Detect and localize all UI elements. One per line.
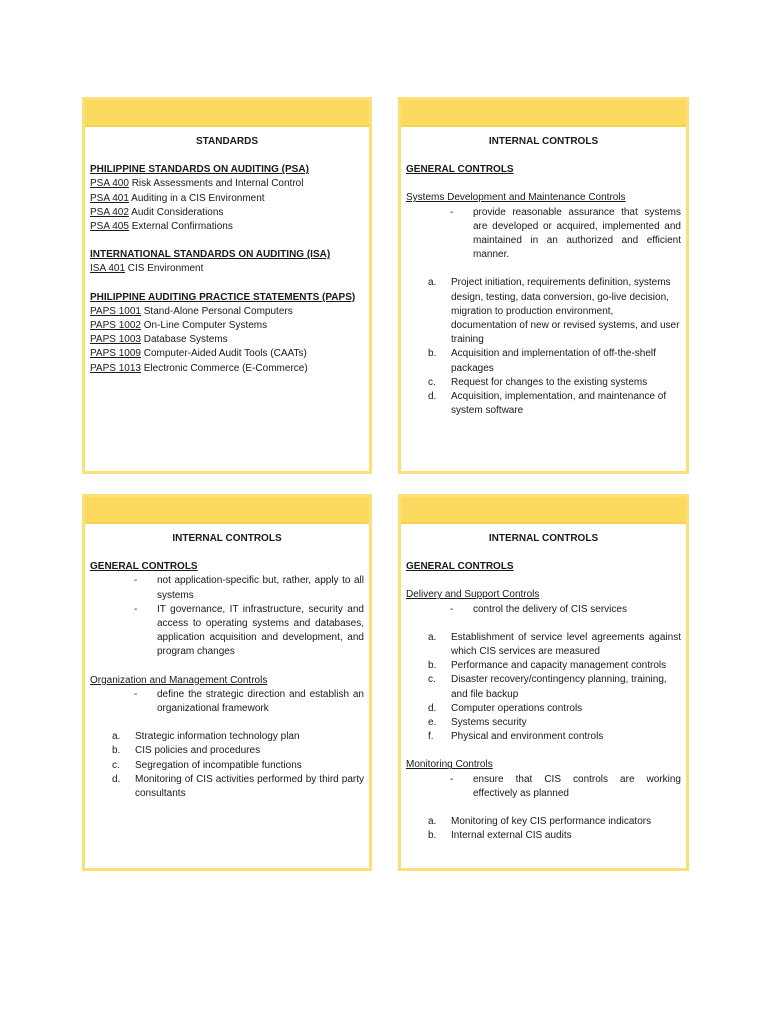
list-marker: b.	[428, 830, 437, 842]
internal-controls-card	[398, 97, 689, 474]
card-title: STANDARDS	[195, 136, 259, 147]
standard-text: Stand-Alone Personal Computers	[140, 305, 293, 317]
list-text: Systems security	[451, 717, 527, 729]
list-item	[406, 631, 681, 659]
standard-item	[90, 220, 364, 234]
dash-marker: -	[450, 206, 454, 218]
list-text: Performance and capacity management controls	[451, 660, 667, 672]
card-body	[85, 127, 369, 376]
standard-code: PSA 402	[90, 206, 129, 218]
standard-code: PAPS 1009	[90, 348, 141, 360]
dash-marker: -	[134, 575, 138, 587]
isa-heading: INTERNATIONAL STANDARDS ON AUDITING (ISA)	[90, 249, 331, 261]
list-item	[90, 773, 364, 801]
standard-text: CIS Environment	[125, 263, 204, 275]
dash-marker: -	[450, 773, 454, 785]
dash-text: define the strategic direction and establish an organizational framework	[157, 688, 364, 715]
dash-item	[90, 574, 364, 602]
list-text: Strategic information technology plan	[135, 731, 300, 743]
list-text: CIS policies and procedures	[135, 745, 261, 757]
card-title: INTERNAL CONTROLS	[488, 533, 599, 544]
list-marker: c.	[428, 674, 436, 686]
general-controls-heading: GENERAL CONTROLS	[406, 561, 514, 573]
list-text: Computer operations controls	[451, 702, 583, 714]
dash-item	[406, 206, 681, 263]
dash-marker: -	[134, 688, 138, 700]
subheading: Organization and Management Controls	[90, 674, 268, 686]
general-controls-heading: GENERAL CONTROLS	[406, 164, 514, 176]
standard-code: PSA 405	[90, 221, 129, 233]
list-marker: a.	[112, 731, 121, 743]
internal-controls-card	[398, 494, 689, 871]
standard-code: PAPS 1013	[90, 362, 141, 374]
dash-item	[406, 773, 681, 801]
list-item	[90, 759, 364, 773]
standard-text: Database Systems	[140, 334, 228, 346]
paps-list	[90, 305, 364, 376]
standards-card	[82, 97, 372, 474]
list-item	[406, 276, 681, 347]
standard-item	[90, 362, 364, 376]
standard-item	[90, 262, 364, 276]
subheading: Delivery and Support Controls	[406, 589, 540, 601]
list-item	[406, 659, 681, 673]
psa-list	[90, 177, 364, 234]
list-marker: d.	[112, 773, 121, 785]
paps-heading: PHILIPPINE AUDITING PRACTICE STATEMENTS (PAPS)	[90, 291, 356, 303]
list-marker: b.	[428, 348, 437, 360]
standard-item	[90, 305, 364, 319]
dash-item	[90, 603, 364, 660]
list-item	[406, 730, 681, 744]
list-item	[406, 815, 681, 829]
card-header-bar	[401, 497, 686, 524]
card-title: INTERNAL CONTROLS	[172, 533, 282, 544]
standard-text: Auditing in a CIS Environment	[128, 192, 265, 204]
standard-text: Audit Considerations	[128, 206, 224, 218]
list-text: Request for changes to the existing systems	[451, 376, 648, 388]
list-text: Acquisition, implementation, and maintenance of system software	[451, 391, 667, 417]
card-header-bar	[401, 100, 686, 127]
list-marker: c.	[112, 759, 120, 771]
list-item	[406, 376, 681, 390]
standard-code: PSA 400	[90, 178, 129, 190]
list-text: Segregation of incompatible functions	[135, 759, 302, 771]
list-marker: b.	[112, 745, 121, 757]
list-item	[406, 716, 681, 730]
list-text: Monitoring of key CIS performance indicators	[451, 816, 652, 828]
card-header-bar	[85, 497, 369, 524]
card-title: INTERNAL CONTROLS	[488, 136, 599, 147]
card-body	[401, 524, 686, 843]
standard-item	[90, 206, 364, 220]
list-marker: b.	[428, 660, 437, 672]
list-item	[90, 730, 364, 744]
general-controls-heading: GENERAL CONTROLS	[90, 561, 198, 573]
standard-code: PAPS 1001	[90, 305, 141, 317]
card-header-bar	[85, 100, 369, 127]
dash-item	[90, 688, 364, 716]
subheading: Monitoring Controls	[406, 759, 493, 771]
dash-marker: -	[134, 603, 138, 615]
list-item	[406, 702, 681, 716]
dash-text: not application-specific but, rather, apply to all systems	[157, 575, 364, 601]
standard-text: External Confirmations	[128, 221, 233, 233]
list-text: Acquisition and implementation of off-the-shelf packages	[451, 348, 656, 374]
standard-item	[90, 177, 364, 191]
dash-text: provide reasonable assurance that systems are developed or acquired, implemented and maintained in an authorized and efficient manner.	[473, 206, 681, 261]
list-text: Internal external CIS audits	[451, 830, 572, 842]
list-item	[406, 390, 681, 418]
list-item	[406, 347, 681, 375]
list-marker: c.	[428, 376, 436, 388]
list-marker: e.	[428, 717, 437, 729]
internal-controls-card	[82, 494, 372, 871]
standard-text: Risk Assessments and Internal Control	[128, 178, 304, 190]
list-marker: f.	[428, 731, 434, 743]
standard-code: PSA 401	[90, 192, 129, 204]
card-body	[401, 127, 686, 418]
dash-text: IT governance, IT infrastructure, security and access to operating systems and databases, application acquisition and development, and program changes	[157, 603, 364, 658]
dash-text: control the delivery of CIS services	[473, 603, 627, 615]
list-text: Physical and environment controls	[451, 731, 604, 743]
card-body	[85, 524, 369, 801]
list-item	[406, 829, 681, 843]
psa-heading: PHILIPPINE STANDARDS ON AUDITING (PSA)	[90, 164, 309, 176]
standard-code: PAPS 1002	[90, 320, 141, 332]
list-marker: a.	[428, 816, 437, 828]
standard-code: PAPS 1003	[90, 334, 141, 346]
list-item	[90, 744, 364, 758]
dash-text: ensure that CIS controls are working effectively as planned	[473, 773, 681, 799]
isa-list	[90, 262, 364, 276]
standard-text: Computer-Aided Audit Tools (CAATs)	[140, 348, 307, 360]
list-item	[406, 673, 681, 701]
standard-code: ISA 401	[90, 263, 126, 275]
standard-item	[90, 192, 364, 206]
subheading: Systems Development and Maintenance Controls	[406, 192, 626, 204]
list-marker: a.	[428, 631, 437, 643]
list-text: Establishment of service level agreements against which CIS services are measured	[451, 631, 681, 658]
list-text: Disaster recovery/contingency planning, training, and file backup	[451, 674, 667, 700]
standard-item	[90, 333, 364, 347]
dash-item	[406, 603, 681, 617]
list-text: Monitoring of CIS activities performed by third party consultants	[135, 773, 364, 800]
standard-item	[90, 319, 364, 333]
standard-item	[90, 347, 364, 361]
standard-text: Electronic Commerce (E-Commerce)	[140, 362, 308, 374]
list-marker: d.	[428, 391, 437, 403]
standard-text: On-Line Computer Systems	[140, 320, 268, 332]
dash-marker: -	[450, 603, 454, 615]
list-marker: d.	[428, 702, 437, 714]
list-text: Project initiation, requirements definition, systems design, testing, data conversion, go-live decision, migration to production environment, documentation of new or revised systems, and user training	[451, 277, 680, 346]
list-marker: a.	[428, 277, 437, 289]
